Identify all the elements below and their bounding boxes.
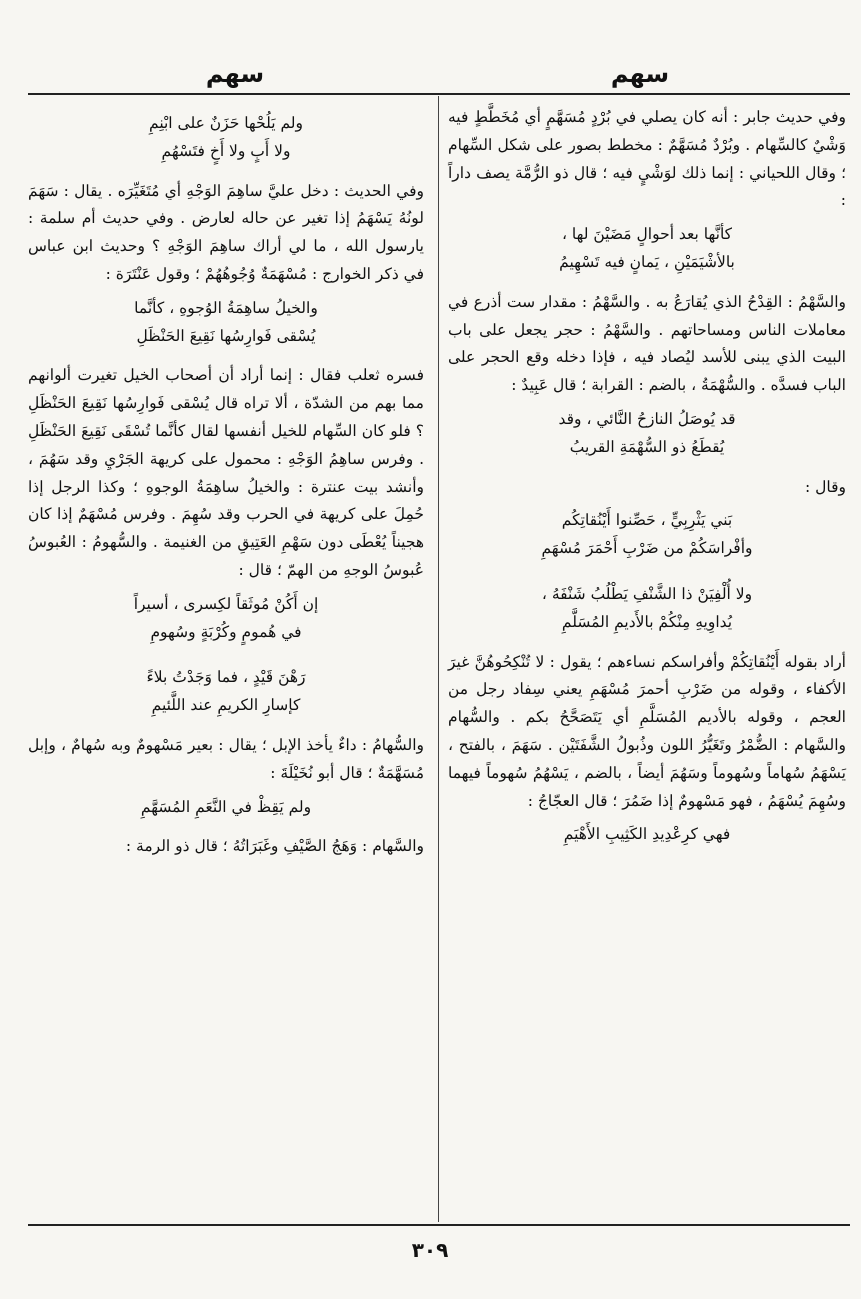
verse <box>448 215 846 289</box>
page-number: ٣٠٩ <box>411 1238 449 1262</box>
verse-line: وأفْراسَكُمْ من ضَرْبِ أَحْمَرَ مُسْهَمِ <box>541 539 753 558</box>
verse-line: إن أَكُنْ مُوثَقاً لكِسرى ، أسيراً <box>133 594 319 613</box>
verse-line: في هُمومٍ وكُرْبَةٍ وسُهومِ <box>150 622 302 641</box>
verse <box>28 658 424 732</box>
paragraph: وفي حديث جابر : أنه كان يصلي في بُرْدٍ مُسَهَّمٍ أي مُخَطَّطٍ فيه وَشْيٌ كالسِّهام . وبُرْدٌ مُسَهَّمٌ : مخطط بصور على شكل السِّهام ؛ وقال اللحياني : إنما ذلك لوَشْيٍ فيه ؛ قال ذو الرُّمَّة يصف داراً : <box>448 108 846 210</box>
verse-line: يُقطَعُ ذو السُّهْمَةِ القريبُ <box>569 437 725 456</box>
bottom-rule <box>28 1224 850 1226</box>
header-word-right: سهم <box>610 60 670 88</box>
verse <box>28 104 424 178</box>
verse-line: يُسْقى فَوارِسُها نَقِيعَ الحَنْظَلِ <box>136 326 316 345</box>
verse <box>28 788 424 834</box>
verse <box>448 575 846 649</box>
paragraph: والسَّهام : وَهَجُ الصَّيْفِ وغَبَرَاتُهُ ؛ قال ذو الرمة : <box>125 837 424 856</box>
right-column <box>448 104 846 861</box>
header-word-left: سهم <box>205 60 265 88</box>
paragraph: والسُّهامُ : داءٌ يأخذ الإبل ؛ يقال : بعير مَسْهومٌ وبه سُهامٌ ، وإبل مُسَهَّمَةٌ ؛ قال أبو نُخَيْلَةَ : <box>28 735 424 782</box>
verse-line: كإسارِ الكريمِ عند اللَّئيمِ <box>151 696 301 715</box>
column-divider <box>438 96 439 1222</box>
verse <box>28 289 424 363</box>
verse-line: ولا أَبٍ ولا أَخٍ فتَسْهُمِ <box>161 141 291 160</box>
verse-line: قد يُوصَلُ النازحُ النَّائي ، وقد <box>558 409 736 428</box>
paragraph: وقال : <box>804 477 846 496</box>
paragraph: أراد بقوله أَيْنُقاتِكُمْ وأفراسكم نساءهم ؛ يقول : لا تُنْكِحُوهُنَّ غيرَ الأكفاء ، وقوله من ضَرْبِ أحمرَ مُسْهَمِ يعني سِفاد رجل من العجم ، وقوله بالأديم المُسَلَّمِ أي يَتَصَحَّحُ بكم . والسُّهام والسَّهام : الضُّمْرُ وتَغَيُّرُ اللون وذُبولُ الشَّفَتَيْن . سَهَمَ ، بالفتح ، يَسْهَمُ سُهاماً وسُهوماً وسَهُمَ أيضاً ، بالضم ، يَسْهُمُ سُهوماً فيهما وسُهِمَ يُسْهَمُ ، فهو مَسْهومٌ إذا ضَمُرَ ؛ قال العجّاجُ : <box>448 652 846 810</box>
verse-line: ولم يَلُحْها حَزَنٌ على ابْنِمِ <box>149 114 303 132</box>
verse <box>448 815 846 861</box>
left-column <box>28 104 424 861</box>
verse-line: والخيلُ ساهِمَةُ الوُجوهِ ، كأنَّما <box>134 298 318 317</box>
verse-line: فهي كرِعْدِيدِ الكَثِيبِ الأَهْيَمِ <box>563 825 731 844</box>
verse-line: ولم يَقِظْ في النَّعَمِ المُسَهَّمِ <box>140 797 312 816</box>
verse <box>448 400 846 474</box>
verse-line: بالأشْيَمَيْنِ ، يَمانٍ فيه تَسْهِيمُ <box>559 252 735 271</box>
paragraph: وفي الحديث : دخل عليَّ ساهِمَ الوَجْهِ أي مُتَغَيِّرَه . يقال : سَهَمَ لونُهُ يَسْهَمُ إذا تغير عن حاله لعارض . وفي حديث أم سلمة : يارسول الله ، ما لي أراك ساهِمَ الوَجْهِ ؟ وحديث ابن عباس في ذكر الخوارج : مُسْهَمَةٌ وُجُوهُهُمْ ؛ وقول عَنْتَرَة : <box>28 181 424 283</box>
verse <box>28 585 424 659</box>
verse-line: كأنَّها بعد أحوالٍ مَضَيْنَ لها ، <box>561 225 733 244</box>
verse-line: يُداوِيهِ مِنْكُمْ بالأَديمِ المُسَلَّمِ <box>561 612 733 631</box>
paragraph: فسره ثعلب فقال : إنما أراد أن أصحاب الخيل تغيرت ألوانهم مما بهم من الشدّة ، ألا تراه قال يُسْقى فَوارِسُها نَقِيعَ الحَنْظَلِ ؟ فلو كان السِّهام للخيل أنفسها لقال كأنَّما تُسْقَى نَقِيعَ الحَنْظَلِ . وفرس ساهِمُ الوَجْهِ : محمول على كريهة الجَرْيِ وقد سَهُمَ ، وأنشد بيت عنترة : والخيلُ ساهِمَةُ الوجوهِ ؛ وكذا الرجل إذا حُمِلَ على كريهة في الحرب وقد سُهِمَ . وفرس مُسْهَمٌ إذا كان هجيناً يُعْطَى دون سَهْمِ العَتِيقِ من الغنيمة . والسُّهومُ : العُبوسُ عُبوسُ الوجهِ من الهمّ ؛ قال : <box>28 366 424 579</box>
verse-line: رَهْنَ قَيْدٍ ، فما وَجَدْتُ بلاءً <box>146 668 306 687</box>
verse-line: بَني يَثْرِبِيٍّ ، حَصِّنوا أَيْنُقاتِكُم <box>561 511 733 530</box>
paragraph: والسَّهْمُ : القِدْحُ الذي يُقارَعُ به . والسَّهْمُ : مقدار ست أذرع في معاملات الناس ومساحاتهم . والسَّهْمُ : حجر يجعل على باب البيت الذي يبنى للأسد ليُصاد فيه ، فإذا دخله وقع الحجر على الباب فسدَّه . والسُّهْمَةُ ، بالضم : القرابة ؛ قال عَبِيدٌ : <box>448 292 846 395</box>
verse-line: ولا أُلْفِيَنْ ذا الشَّنْفِ يَطْلُبُ شَنْفَهُ ، <box>541 584 753 603</box>
verse <box>448 501 846 575</box>
top-rule <box>28 93 850 95</box>
